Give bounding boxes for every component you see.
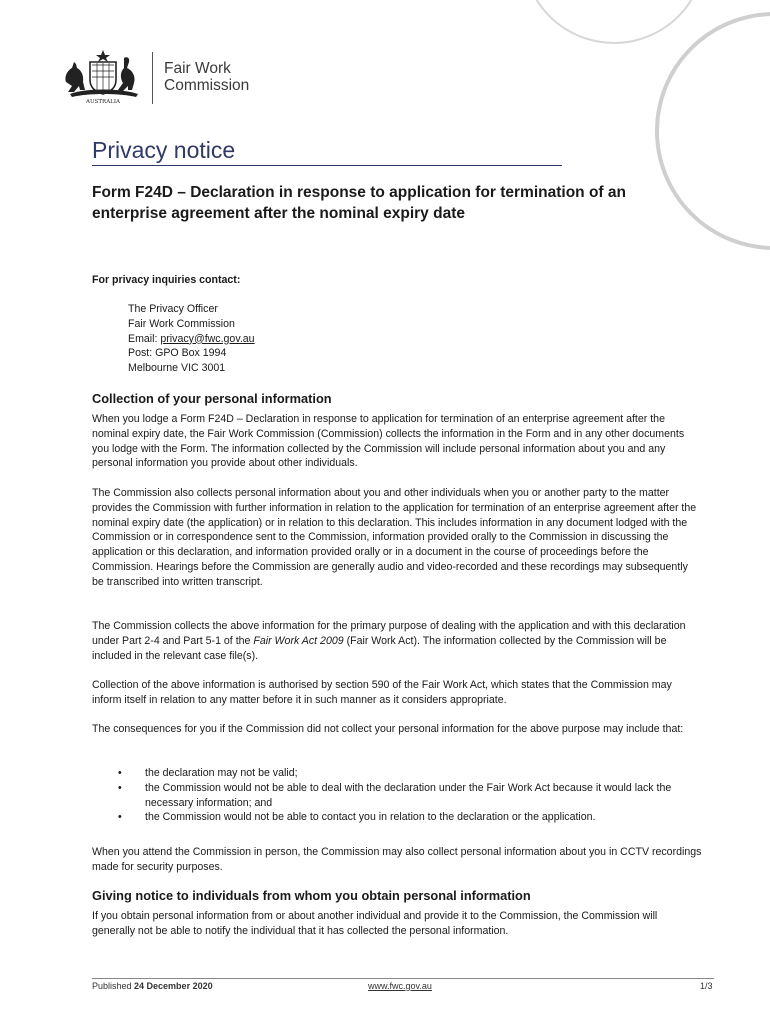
collection-heading: Collection of your personal information — [92, 391, 332, 406]
fair-work-act-title: Fair Work Act 2009 — [253, 634, 344, 647]
p3-text-before: The Commission collects the above information for the primary purpose of dealing with the application and with this declaration under Part 2-4 and Part 5-1 of the — [92, 620, 686, 647]
page-title: Privacy notice — [92, 137, 236, 163]
crest-caption: AUSTRALIA — [86, 99, 120, 105]
list-item — [118, 810, 708, 825]
contact-heading: For privacy inquiries contact: — [92, 274, 241, 286]
list-item-text: the Commission would not be able to contact you in relation to the declaration or the application. — [145, 811, 596, 824]
organisation-name — [164, 60, 249, 94]
collection-paragraph-2: The Commission also collects personal information about you and other individuals when you or another party to the matter provides the Commission with further information in relation to the application for termination of an enterprise agreement after the nominal expiry date (the application) or in relation to this declaration. This includes information in any document lodged with the Commission or in correspondence sent to the Commission, information provided orally to the Commission in discussing the application or this declaration, and information provided orally or in a document in the course of proceedings before the Commission. Hearings before the Commission are generally audio and video-recorded and these recordings may subsequently be transcribed into written transcript. — [92, 487, 697, 588]
org-name-line1: Fair Work — [164, 60, 231, 77]
p3-text-after: (Fair Work Act). The information collected by the Commission will be included in the relevant case file(s). — [92, 634, 667, 662]
page-number: 1/3 — [700, 981, 713, 991]
list-item-text: the declaration may not be valid; — [145, 767, 298, 779]
published-label: Published — [92, 981, 135, 991]
logo-divider — [152, 52, 153, 104]
footer-published — [92, 981, 213, 991]
decorative-circle-right — [655, 12, 770, 250]
org-name-line2: Commission — [164, 77, 250, 94]
decorative-circle-top — [522, 0, 706, 44]
bullet-icon: • — [118, 781, 122, 794]
collection-paragraph-4: Collection of the above information is authorised by section 590 of the Fair Work Act, which states that the Commission may inform itself in relation to any matter before it in such manner as it considers appropriate. — [92, 679, 672, 706]
collection-paragraph-5: The consequences for you if the Commission did not collect your personal information for the above purpose may include that: — [92, 723, 684, 735]
contact-organisation: Fair Work Commission — [128, 317, 235, 330]
contact-officer: The Privacy Officer — [128, 303, 218, 315]
website-link[interactable]: www.fwc.gov.au — [368, 981, 432, 991]
contact-email-line — [128, 332, 255, 347]
list-item — [118, 766, 708, 781]
published-date: 24 December 2020 — [134, 981, 213, 991]
contact-city: Melbourne VIC 3001 — [128, 362, 226, 375]
privacy-email-link[interactable]: privacy@fwc.gov.au — [160, 332, 255, 345]
footer-divider — [92, 978, 714, 979]
list-item — [118, 781, 708, 811]
contact-block — [128, 302, 255, 376]
collection-paragraph-1: When you lodge a Form F24D – Declaration in response to application for termination of an enterprise agreement after the nominal expiry date, the Fair Work Commission (Commission) collects the information in the Form and in any other documents you lodge with the Form. The information collected by the Commission will include personal information about you and any personal information you provide about other individuals. — [92, 413, 685, 470]
contact-email-label: Email: — [128, 332, 161, 345]
giving-notice-paragraph: If you obtain personal information from or about another individual and provide it to the Commission, the Commission will generally not be able to notify the individual that it has collected the personal information. — [92, 910, 658, 937]
form-subtitle: Form F24D – Declaration in response to application for termination of an enterprise agreement after the nominal expiry date — [92, 184, 626, 222]
list-item-text: the Commission would not be able to deal with the declaration under the Fair Work Act because it would lack the necessary information; and — [145, 781, 672, 809]
collection-paragraph-3 — [92, 619, 702, 663]
title-underline — [92, 165, 562, 166]
collection-paragraph-6: When you attend the Commission in person, the Commission may also collect personal information about you in CCTV recordings made for security purposes. — [92, 846, 702, 873]
contact-post: Post: GPO Box 1994 — [128, 347, 227, 360]
bullet-icon: • — [118, 767, 122, 779]
giving-notice-heading: Giving notice to individuals from whom you obtain personal information — [92, 888, 531, 903]
bullet-icon: • — [118, 811, 122, 824]
australian-coat-of-arms-logo — [60, 48, 146, 106]
consequences-list — [118, 766, 708, 825]
